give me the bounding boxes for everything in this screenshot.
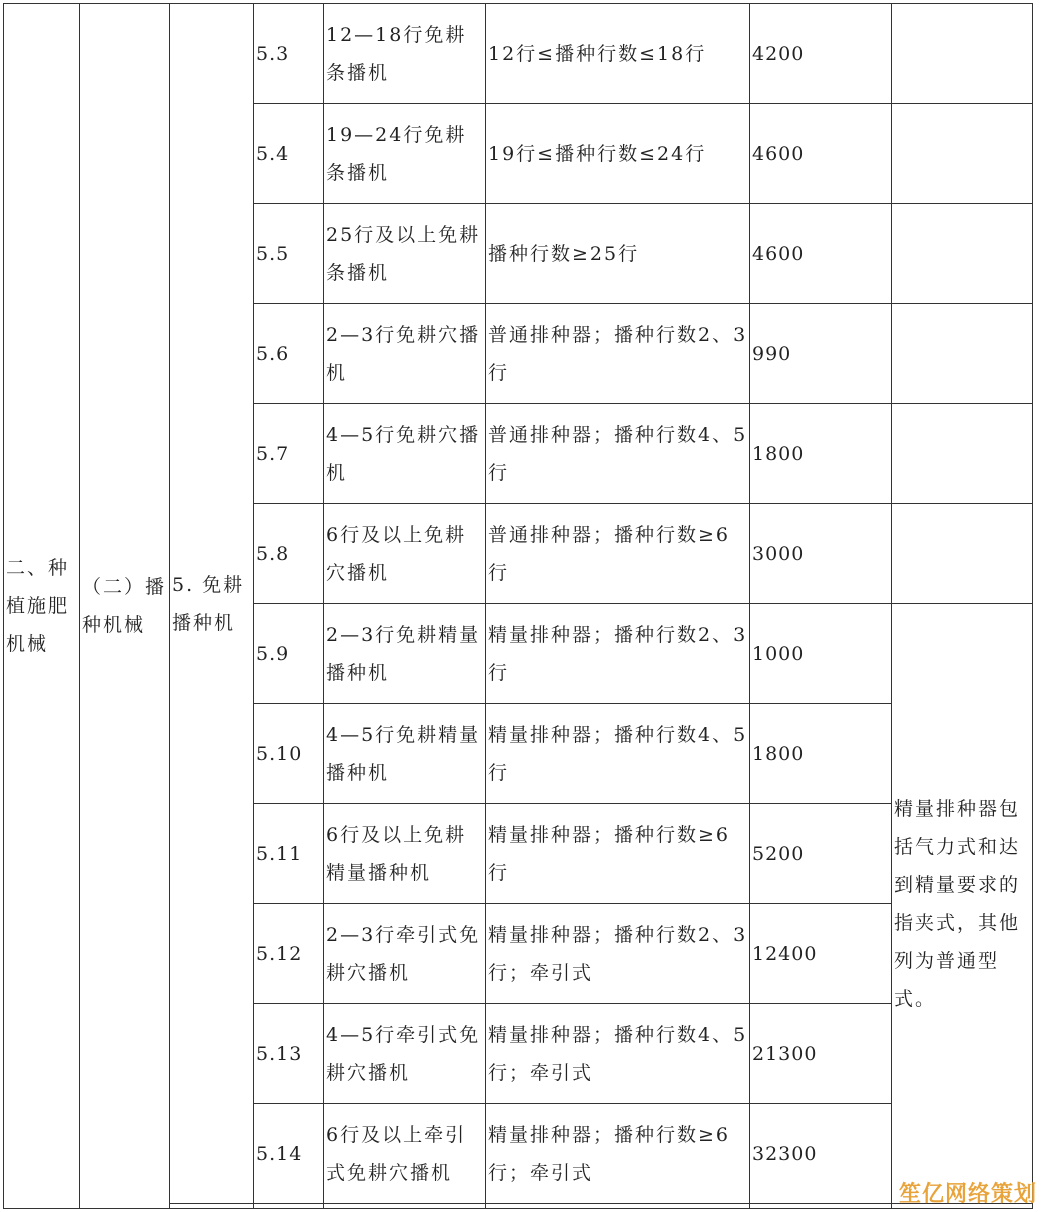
item-price: 4600 [750, 104, 892, 204]
item-name: 12—18行免耕条播机 [324, 4, 486, 104]
item-note [892, 4, 1033, 104]
item-name: 2—3行牵引式免耕穴播机 [324, 904, 486, 1004]
item-name: 6行及以上免耕精量播种机 [324, 804, 486, 904]
item-price: 990 [750, 304, 892, 404]
item-spec: 精量排种器；播种行数≥6行；牵引式 [486, 1104, 750, 1204]
item-spec: 普通排种器；播种行数4、5行 [486, 404, 750, 504]
item-code: 5.14 [254, 1104, 324, 1204]
item-code: 5.7 [254, 404, 324, 504]
item-name: 4—5行免耕精量播种机 [324, 704, 486, 804]
table-row [4, 4, 1033, 104]
cell [254, 1204, 324, 1209]
item-name: 6行及以上免耕穴播机 [324, 504, 486, 604]
item-spec: 精量排种器；播种行数4、5行；牵引式 [486, 1004, 750, 1104]
item-code: 5.10 [254, 704, 324, 804]
category-level1-cell: 二、种植施肥机械 [4, 4, 80, 1209]
item-code: 5.5 [254, 204, 324, 304]
item-name: 4—5行牵引式免耕穴播机 [324, 1004, 486, 1104]
machinery-subsidy-table [3, 3, 1033, 1209]
cell [170, 1204, 254, 1209]
item-code: 5.3 [254, 4, 324, 104]
item-price: 32300 [750, 1104, 892, 1204]
item-spec: 精量排种器；播种行数4、5行 [486, 704, 750, 804]
item-name: 6行及以上牵引式免耕穴播机 [324, 1104, 486, 1204]
item-code: 5.12 [254, 904, 324, 1004]
item-code: 5.13 [254, 1004, 324, 1104]
item-note [892, 304, 1033, 404]
item-price: 21300 [750, 1004, 892, 1104]
item-note [892, 204, 1033, 304]
item-spec: 12行≤播种行数≤18行 [486, 4, 750, 104]
item-code: 5.11 [254, 804, 324, 904]
item-name: 2—3行免耕穴播机 [324, 304, 486, 404]
item-name: 2—3行免耕精量播种机 [324, 604, 486, 704]
item-price: 4600 [750, 204, 892, 304]
item-price: 12400 [750, 904, 892, 1004]
cell [486, 1204, 750, 1209]
item-spec: 19行≤播种行数≤24行 [486, 104, 750, 204]
item-price: 1800 [750, 704, 892, 804]
item-price: 1000 [750, 604, 892, 704]
item-spec: 播种行数≥25行 [486, 204, 750, 304]
item-name: 19—24行免耕条播机 [324, 104, 486, 204]
watermark-logo: 笙亿网络策划 [898, 1182, 1037, 1207]
item-spec: 精量排种器；播种行数2、3行 [486, 604, 750, 704]
item-code: 5.8 [254, 504, 324, 604]
precision-seeder-note: 精量排种器包括气力式和达到精量要求的指夹式，其他列为普通型式。 [892, 604, 1033, 1204]
cell [750, 1204, 892, 1209]
item-note [892, 504, 1033, 604]
category-level2-cell: （二）播种机械 [80, 4, 170, 1209]
cell [324, 1204, 486, 1209]
item-spec: 精量排种器；播种行数2、3行；牵引式 [486, 904, 750, 1004]
category-level3-cell: 5. 免耕播种机 [170, 4, 254, 1204]
item-price: 3000 [750, 504, 892, 604]
item-code: 5.6 [254, 304, 324, 404]
item-note [892, 404, 1033, 504]
item-name: 4—5行免耕穴播机 [324, 404, 486, 504]
item-price: 1800 [750, 404, 892, 504]
item-note [892, 104, 1033, 204]
item-name: 25行及以上免耕条播机 [324, 204, 486, 304]
item-spec: 普通排种器；播种行数≥6行 [486, 504, 750, 604]
item-spec: 精量排种器；播种行数≥6行 [486, 804, 750, 904]
item-price: 4200 [750, 4, 892, 104]
item-code: 5.4 [254, 104, 324, 204]
item-code: 5.9 [254, 604, 324, 704]
item-spec: 普通排种器；播种行数2、3行 [486, 304, 750, 404]
item-price: 5200 [750, 804, 892, 904]
